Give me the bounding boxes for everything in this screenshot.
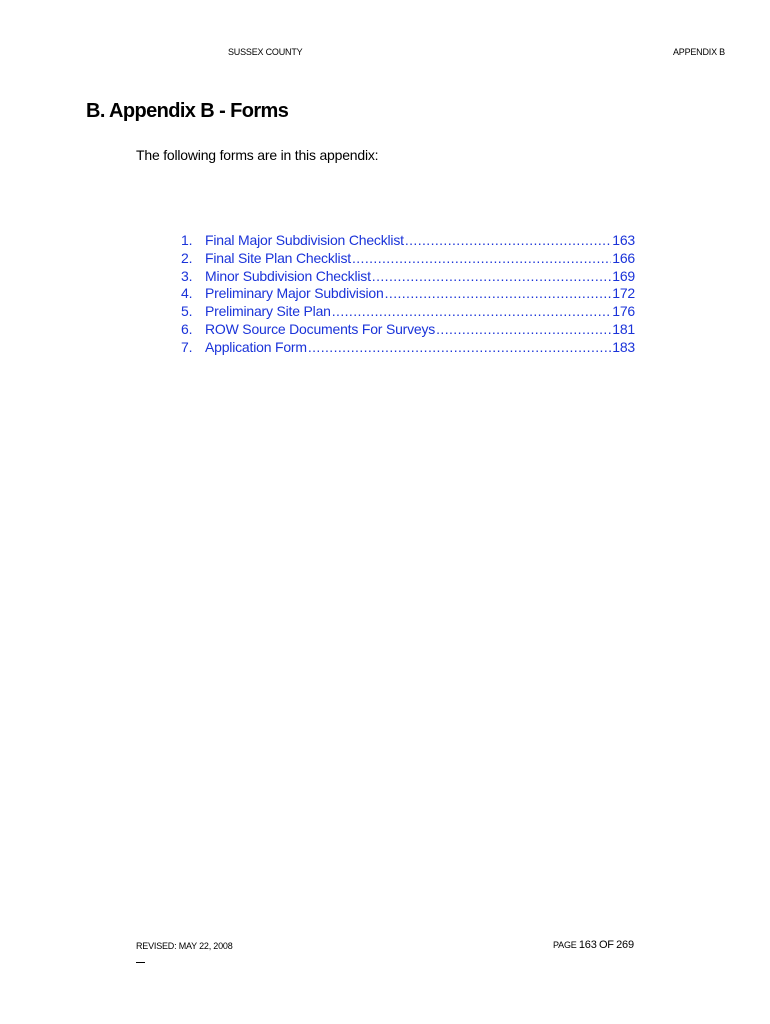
toc-number: 3. bbox=[181, 267, 193, 284]
toc-label: Application Form bbox=[205, 338, 307, 355]
toc-page-number: 183 bbox=[612, 338, 635, 355]
toc-label: Preliminary Major Subdivision bbox=[205, 285, 384, 302]
toc-page-number: 169 bbox=[612, 267, 635, 284]
toc-number: 1. bbox=[181, 232, 193, 248]
toc-item-application-form[interactable] bbox=[181, 339, 635, 357]
intro-text: The following forms are in this appendix: bbox=[136, 147, 379, 163]
toc-number: 7. bbox=[181, 338, 193, 355]
toc-number: 2. bbox=[181, 249, 193, 266]
footer-divider bbox=[136, 962, 145, 963]
toc-item-row-source-documents-for-surveys[interactable] bbox=[181, 321, 635, 339]
footer-page-of: OF bbox=[598, 939, 614, 951]
toc-item-final-site-plan-checklist[interactable] bbox=[181, 250, 635, 268]
toc-leader-dots bbox=[308, 339, 611, 357]
toc-item-minor-subdivision-checklist[interactable] bbox=[181, 268, 635, 286]
toc-label: Final Site Plan Checklist bbox=[205, 249, 351, 266]
toc-label: Final Major Subdivision Checklist bbox=[205, 232, 404, 248]
footer-revised-date: REVISED: MAY 22, 2008 bbox=[136, 941, 233, 951]
toc-page-number: 166 bbox=[612, 249, 635, 266]
toc-page-number: 181 bbox=[612, 320, 635, 337]
header-county: SUSSEX COUNTY bbox=[228, 47, 303, 57]
footer-page-indicator bbox=[553, 939, 634, 951]
toc-item-final-major-subdivision-checklist[interactable] bbox=[181, 232, 635, 250]
toc-leader-dots bbox=[352, 250, 611, 268]
page-title: B. Appendix B - Forms bbox=[86, 100, 289, 122]
toc-number: 4. bbox=[181, 285, 193, 302]
toc-leader-dots bbox=[385, 285, 612, 303]
toc-label: Preliminary Site Plan bbox=[205, 303, 331, 320]
toc-number: 6. bbox=[181, 320, 193, 337]
forms-list bbox=[181, 232, 635, 357]
toc-leader-dots bbox=[436, 321, 611, 339]
toc-number: 5. bbox=[181, 303, 193, 320]
toc-label: ROW Source Documents For Surveys bbox=[205, 320, 436, 337]
toc-page-number: 172 bbox=[612, 285, 635, 302]
toc-page-number: 163 bbox=[612, 232, 635, 248]
toc-page-number: 176 bbox=[612, 303, 635, 320]
toc-item-preliminary-site-plan[interactable] bbox=[181, 303, 635, 321]
toc-leader-dots bbox=[332, 303, 611, 321]
toc-leader-dots bbox=[405, 232, 611, 250]
toc-label: Minor Subdivision Checklist bbox=[205, 267, 371, 284]
toc-item-preliminary-major-subdivision[interactable] bbox=[181, 285, 635, 303]
header-appendix: APPENDIX B bbox=[672, 47, 725, 57]
footer-page-total: 269 bbox=[616, 939, 634, 951]
toc-leader-dots bbox=[372, 268, 611, 286]
footer-page-current: 163 bbox=[578, 939, 597, 951]
footer-page-prefix: PAGE bbox=[553, 940, 577, 950]
